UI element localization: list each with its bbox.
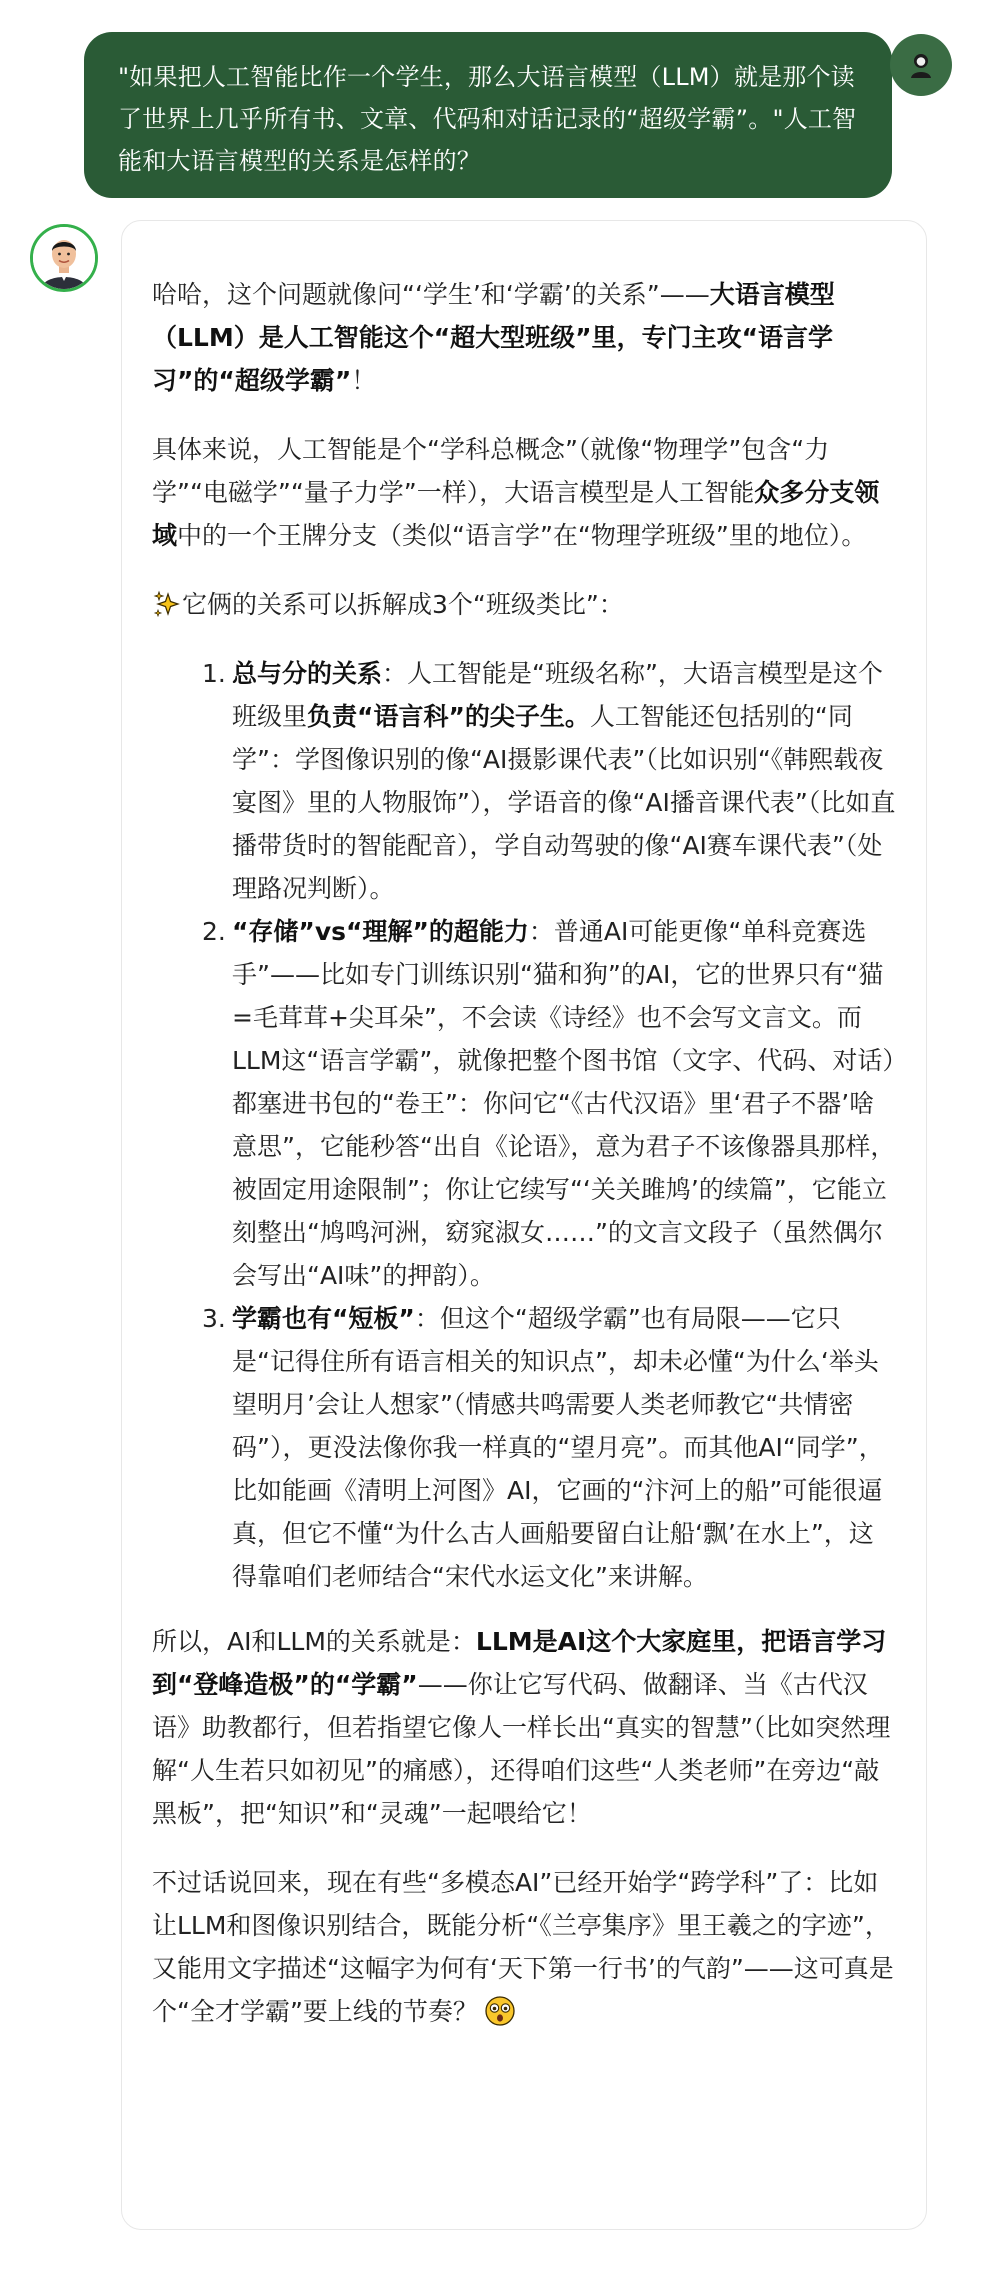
intro-end-text: ！ <box>351 366 377 395</box>
user-silhouette-icon <box>904 48 938 82</box>
user-message-text: "如果把人工智能比作一个学生，那么大语言模型（LLM）就是那个读了世界上几乎所有书、文章、代码和对话记录的“超级学霸”。"人工智能和大语言模型的关系是怎样的？ <box>118 63 857 175</box>
answer-detail-paragraph <box>152 428 896 557</box>
list-item <box>152 910 896 1297</box>
intro-text: 哈哈，这个问题就像问“‘学生’和‘学霸’的关系”—— <box>152 280 710 309</box>
detail-end-text: 中的一个王牌分支（类似“语言学”在“物理学班级”里的地位）。 <box>177 521 867 550</box>
intro-bold-text: 大语言模型（LLM）是人工智能这个“超大型班级”里，专门主攻“语言学习”的“超级学霸” <box>152 280 835 395</box>
assistant-message-card <box>121 220 927 2230</box>
user-avatar[interactable] <box>890 34 952 96</box>
user-message-bubble <box>84 32 892 198</box>
list-item <box>152 652 896 910</box>
list-number: 3. <box>202 1304 226 1333</box>
conclusion-paragraph <box>152 1620 896 1835</box>
closing-paragraph <box>152 1861 896 2033</box>
item-text-continued: 人工智能还包括别的“同学”：学图像识别的像“AI摄影课代表”（比如识别“《韩熙载夜宴图》里的人物服饰”），学语音的像“AI播音课代表”（比如直播带货时的智能配音），学自动驾驶的像“AI赛车课代表”（处理路况判断）。 <box>232 702 896 903</box>
sparkles-icon <box>152 589 182 619</box>
item-bold-title: 总与分的关系 <box>232 659 383 688</box>
item-text: ：人工智能是“班级名称”，大语言模型是这个班级里 <box>232 659 883 731</box>
answer-intro-paragraph <box>152 273 896 402</box>
assistant-portrait-icon <box>33 227 95 289</box>
closing-text: 不过话说回来，现在有些“多模态AI”已经开始学“跨学科”了：比如让LLM和图像识别结合，既能分析“《兰亭集序》里王羲之的字迹”，又能用文字描述“这幅字为何有‘天下第一行书’的气韵”——这可真是个“全才学霸”要上线的节奏？ <box>152 1868 894 2026</box>
conclusion-bold-text: LLM是AI这个大家庭里，把语言学习到“登峰造极”的“学霸” <box>152 1627 887 1699</box>
list-number: 2. <box>202 917 226 946</box>
list-number: 1. <box>202 659 226 688</box>
item-text: ：但这个“超级学霸”也有局限——它只是“记得住所有语言相关的知识点”，却未必懂“为什么‘举头望明月’会让人想家”（情感共鸣需要人类老师教它“共情密码”），更没法像你我一样真的“望月亮”。而其他AI“同学”，比如能画《清明上河图》AI，它画的“汴河上的船”可能很逼真，但它不懂“为什么古人画船要留白让船‘飘’在水上”，这得靠咱们老师结合“宋代水运文化”来讲解。 <box>232 1304 884 1591</box>
analogy-heading <box>152 583 896 626</box>
list-item <box>152 1297 896 1598</box>
item-bold-title: 学霸也有“短板” <box>232 1304 415 1333</box>
assistant-avatar[interactable] <box>30 224 98 292</box>
item-bold-text: 负责“语言科”的尖子生。 <box>307 702 590 731</box>
detail-text: 具体来说，人工智能是个“学科总概念”（就像“物理学”包含“力学”“电磁学”“量子力学”一样），大语言模型是人工智能 <box>152 435 830 507</box>
conclusion-text: 所以，AI和LLM的关系就是： <box>152 1627 476 1656</box>
item-text: ：普通AI可能更像“单科竞赛选手”——比如专门训练识别“猫和狗”的AI，它的世界只有“猫=毛茸茸+尖耳朵”，不会读《诗经》也不会写文言文。而LLM这“语言学霸”，就像把整个图书馆（文字、代码、对话）都塞进书包的“卷王”：你问它“《古代汉语》里‘君子不器’啥意思”，它能秒答“出自《论语》，意为君子不该像器具那样，被固定用途限制”；你让它续写“‘关关雎鸠’的续篇”，它能立刻整出“鸠鸣河洲，窈窕淑女……”的文言文段子（虽然偶尔会写出“AI味”的押韵）。 <box>232 917 896 1290</box>
astonished-face-icon <box>484 1995 516 2027</box>
conclusion-end-text: ——你让它写代码、做翻译、当《古代汉语》助教都行，但若指望它像人一样长出“真实的智慧”（比如突然理解“人生若只如初见”的痛感），还得咱们这些“人类老师”在旁边“敲黑板”，把“知识”和“灵魂”一起喂给它！ <box>152 1670 891 1828</box>
analogy-heading-text: 它俩的关系可以拆解成3个“班级类比”： <box>182 590 624 619</box>
detail-bold-text: 众多分支领域 <box>152 478 880 550</box>
analogy-list <box>152 652 896 1598</box>
item-bold-title: “存储”vs“理解”的超能力 <box>232 917 529 946</box>
